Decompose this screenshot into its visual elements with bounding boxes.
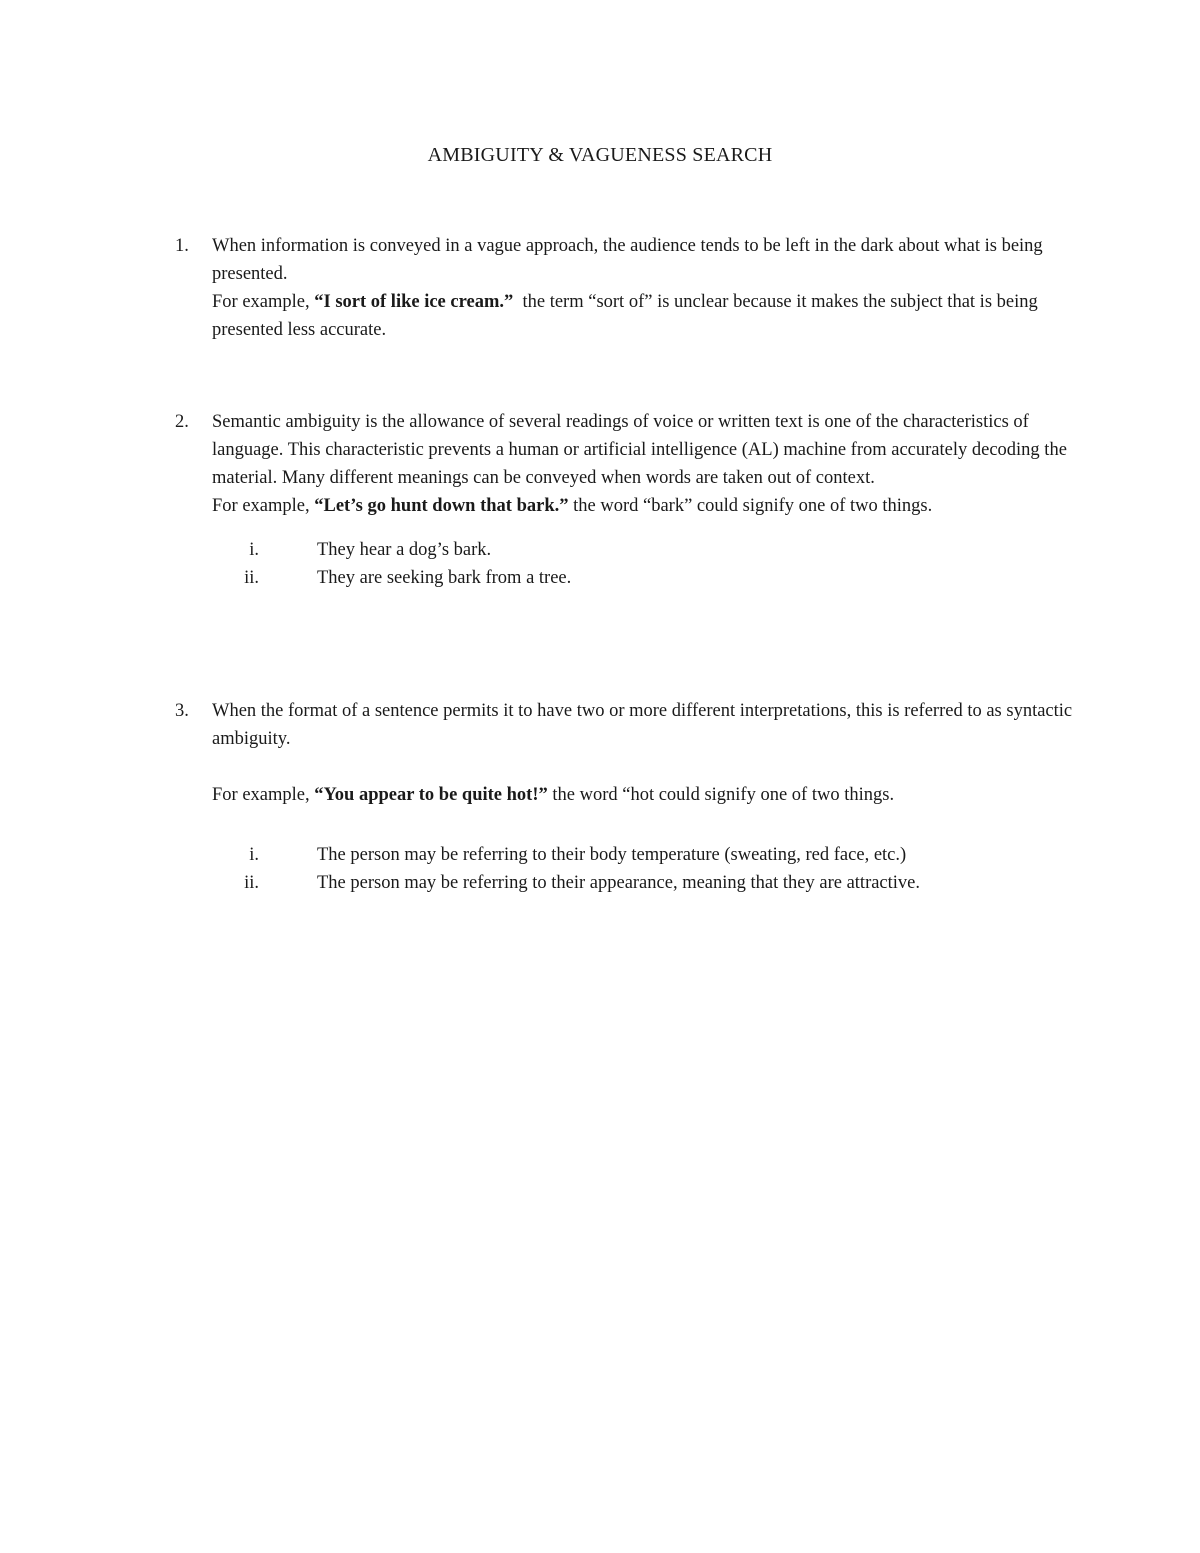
item-number: 3. bbox=[175, 701, 189, 721]
list-item-2 bbox=[175, 408, 1075, 592]
example-suffix: the word “hot could signify one of two things. bbox=[547, 785, 895, 805]
sub-item-i bbox=[212, 536, 1075, 564]
sub-item-ii bbox=[212, 564, 1075, 592]
example-prefix: For example, bbox=[212, 785, 315, 805]
item-text: Semantic ambiguity is the allowance of several readings of voice or written text is one of the characteristics of language. This characteristic prevents a human or artificial intelligence (AL) machine from accurately decoding the material. Many different meanings can be conveyed when words are taken out of context. bbox=[212, 412, 1067, 488]
sub-item-numeral: ii. bbox=[244, 568, 259, 588]
sub-item-text: They hear a dog’s bark. bbox=[317, 540, 492, 560]
list-item-3 bbox=[175, 697, 1075, 897]
sub-item-ii bbox=[212, 869, 1075, 897]
example-prefix: For example, bbox=[212, 496, 315, 516]
example-quote: “I sort of like ice cream.” bbox=[314, 292, 514, 312]
example-quote: “Let’s go hunt down that bark.” bbox=[314, 496, 569, 516]
item-text: When information is conveyed in a vague approach, the audience tends to be left in the dark about what is being presented. bbox=[212, 236, 1043, 284]
item-example bbox=[212, 781, 1075, 809]
example-prefix: For example, bbox=[212, 292, 315, 312]
sub-item-numeral: i. bbox=[249, 540, 259, 560]
item-example bbox=[212, 288, 1075, 344]
example-quote: “You appear to be quite hot!” bbox=[314, 785, 548, 805]
sub-item-text: The person may be referring to their body temperature (sweating, red face, etc.) bbox=[317, 845, 907, 865]
list-item-1 bbox=[175, 232, 1075, 344]
sub-list bbox=[212, 536, 1075, 592]
document-title: AMBIGUITY & VAGUENESS SEARCH bbox=[427, 144, 773, 166]
example-suffix: the term “sort of” is unclear because it makes the subject that is being presented less accurate. bbox=[212, 292, 1043, 340]
sub-item-numeral: i. bbox=[249, 845, 259, 865]
sub-item-i bbox=[212, 841, 1075, 869]
item-example bbox=[212, 492, 1075, 520]
sub-item-text: They are seeking bark from a tree. bbox=[317, 568, 572, 588]
example-suffix: the word “bark” could signify one of two things. bbox=[568, 496, 933, 516]
item-text: When the format of a sentence permits it to have two or more different interpretations, this is referred to as syntactic ambiguity. bbox=[212, 701, 1073, 749]
item-body bbox=[212, 697, 1075, 897]
sub-item-text: The person may be referring to their appearance, meaning that they are attractive. bbox=[317, 873, 921, 893]
item-body bbox=[212, 408, 1075, 592]
item-number: 1. bbox=[175, 236, 189, 256]
item-number: 2. bbox=[175, 412, 189, 432]
sub-list bbox=[212, 841, 1075, 897]
item-body bbox=[212, 232, 1075, 344]
sub-item-numeral: ii. bbox=[244, 873, 259, 893]
